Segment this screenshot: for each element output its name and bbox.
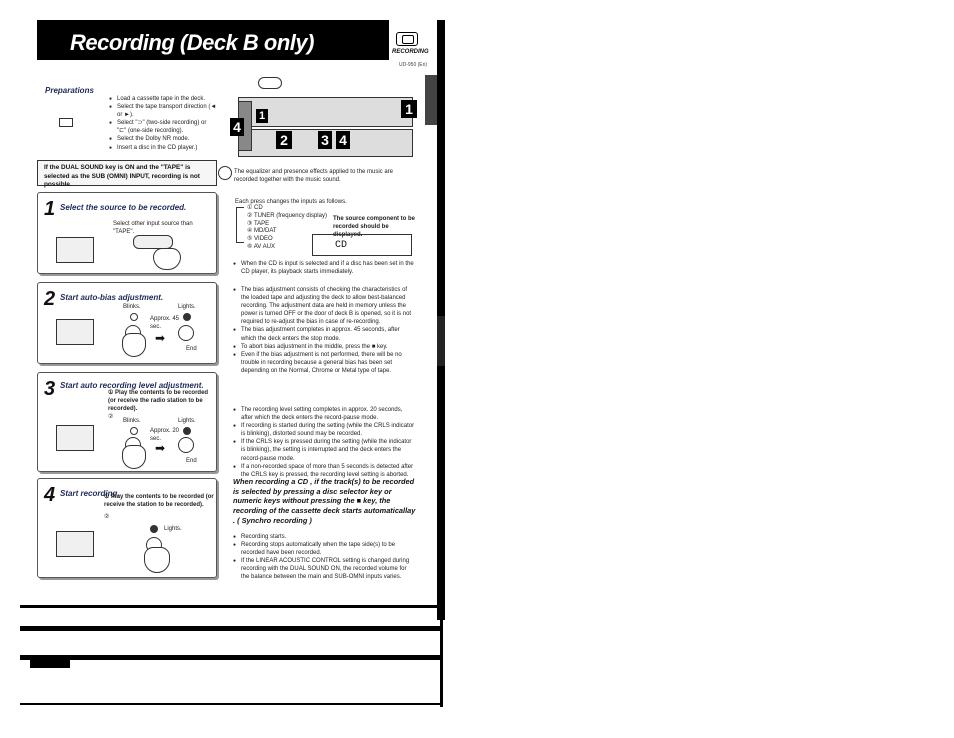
step2-title: Start auto-bias adjustment. — [60, 293, 164, 302]
bias-key-button — [178, 325, 194, 341]
step4-sub1: ① Play the contents to be recorded (or receive the station to be recorded). — [104, 494, 214, 509]
diagram-badge: 3 — [318, 131, 332, 149]
step4-number: 4 — [44, 484, 56, 506]
prep-item: ● Insert a disc in the CD player.) — [109, 144, 217, 152]
crls-key-button — [178, 437, 194, 453]
diagram-badge: 4 — [230, 118, 244, 136]
preparations-section — [37, 80, 217, 155]
step3-sub2: ② — [108, 414, 114, 420]
prep-item: ● Load a cassette tape in the deck. — [109, 95, 217, 103]
diagram-badge: 4 — [336, 131, 350, 149]
diagram-badge: 1 — [401, 100, 417, 118]
step3-title: Start auto recording level adjustment. — [60, 381, 204, 390]
synchro-note: When recording a CD , if the track(s) to be recorded is selected by pressing a disc selector key or numeric keys without pressing the ■ key, the recording of the cassette deck starts automaticallay . ( Synchro recording ) — [233, 477, 416, 525]
cycle-arrow-icon — [236, 207, 244, 243]
warning-box — [37, 160, 217, 189]
scan-rule — [440, 612, 443, 707]
record-note: ● If the LINEAR ACOUSTIC CONTROL setting is changed during recording with the DUAL SOUND ON, the recorded volume for the balance between the main and SUB-OMNI inputs varies. — [233, 557, 415, 581]
scan-rule — [20, 605, 442, 608]
input-item: ③ TAPE — [247, 220, 270, 227]
bias-note: ● Even if the bias adjustment is not performed, there will be no trouble in recording because a general bias has been set depending on the Normal, Chrome or Metal type of tape. — [233, 351, 415, 375]
section-tab — [437, 316, 445, 366]
scan-rule — [20, 626, 442, 631]
step2-number: 2 — [44, 288, 56, 310]
equalizer-note: The equalizer and presence effects applied to the music are recorded together with the music sound. — [234, 169, 393, 184]
approx-label: Approx. 45 sec. — [150, 316, 180, 331]
display-panel — [312, 234, 412, 256]
unit-illustration — [56, 531, 94, 557]
end-label: End — [186, 458, 197, 464]
step3-number: 3 — [44, 378, 56, 400]
unit-illustration — [56, 237, 94, 263]
diagram-badge: 1 — [256, 109, 268, 123]
direction-knob-icon — [258, 77, 282, 89]
end-label: End — [186, 346, 197, 352]
recording-badge-label: RECORDING — [392, 49, 429, 55]
input-item: ④ MD/DAT — [247, 228, 277, 235]
input-item: ① CD — [247, 205, 263, 211]
input-item: ② TUNER (frequency display) — [247, 212, 327, 219]
level-note: ● If the CRLS key is pressed during the setting (while the indicator is blinking), the setting is interrupted and the deck enters the record-pause mode. — [233, 438, 415, 462]
step4-title: Start recording. — [60, 489, 120, 498]
step4-sub2: ② — [104, 514, 110, 520]
unit-illustration — [56, 319, 94, 345]
bias-note: ● The bias adjustment completes in approx. 45 seconds, after which the deck enters the stop mode. — [233, 326, 415, 342]
lit-indicator-icon — [183, 427, 191, 435]
hand-icon — [144, 547, 170, 573]
prep-item: ● Select "⊃" (two-side recording) or "⊏" (one-side recording). — [109, 119, 217, 135]
preparations-title: Preparations — [45, 86, 94, 95]
model-code: UD-950 (En) — [399, 62, 428, 68]
level-note: ● If a non-recorded space of more than 5 seconds is detected after the CRLS key is pressed, the recording level setting is aborted. — [233, 463, 415, 479]
each-press-text: Each press changes the inputs as follows. — [235, 199, 347, 205]
input-item: ⑤ VIDEO — [247, 236, 273, 243]
step1-number: 1 — [44, 198, 56, 220]
level-note: ● If recording is started during the setting (while the CRLS indicator is blinking), distorted sound may be recorded. — [233, 422, 415, 438]
diagram-badge: 2 — [276, 131, 292, 149]
scan-block — [30, 660, 70, 668]
blinks-label: Blinks. — [123, 304, 141, 310]
step4-box — [37, 478, 217, 578]
arrow-right-icon: ➡ — [155, 331, 166, 345]
page-title: Recording (Deck B only) — [70, 30, 314, 55]
cd-note: ● When the CD is input is selected and if a disc has been set in the CD player, its playback starts immediately. — [233, 260, 415, 276]
hand-icon — [122, 333, 146, 357]
warning-text: If the DUAL SOUND key is ON and the "TAPE" is selected as the SUB (OMNI) INPUT, recording is not possible. — [44, 164, 200, 189]
scan-rule — [20, 655, 442, 660]
bias-note: ● The bias adjustment consists of checking the characteristics of the loaded tape and adjusting the deck to allow best-balanced recording. The adjustment data are held in memory unless the power is turned OFF or the door of deck B is opened, so it is not required to re-adjust the bias in case of re-recording. — [233, 286, 415, 326]
hand-icon — [122, 445, 146, 469]
step3-sub1: ① Play the contents to be recorded (or receive the radio station to be recorded). — [108, 390, 209, 413]
page-thumb-image — [425, 75, 437, 125]
blink-indicator-icon — [130, 313, 138, 321]
scan-rule — [20, 703, 442, 705]
step1-instruction: Select other input source than "TAPE". — [113, 221, 193, 236]
note-icon — [218, 166, 232, 180]
record-note: ● Recording stops automatically when the tape side(s) to be recorded have been recorded. — [233, 541, 415, 557]
lights-label: Lights. — [178, 418, 196, 424]
approx-label: Approx. 20 sec. — [150, 428, 180, 443]
lights-label: Lights. — [178, 304, 196, 310]
input-item: ⑥ AV AUX — [247, 243, 275, 250]
cassette-icon — [396, 32, 418, 46]
source-note: The source component to be recorded should be displayed. — [333, 216, 416, 239]
step2-box — [37, 282, 217, 364]
lit-indicator-icon — [150, 525, 158, 533]
step1-title: Select the source to be recorded. — [60, 203, 187, 212]
unit-illustration — [56, 425, 94, 451]
step3-box — [37, 372, 217, 472]
display-text: CD — [335, 240, 348, 251]
blinks-label: Blinks. — [123, 418, 141, 424]
record-note: ● Recording starts. — [233, 533, 415, 541]
bias-note: ● To abort bias adjustment in the middle, press the ■ key. — [233, 343, 415, 351]
arrow-right-icon: ➡ — [155, 441, 166, 455]
step1-box — [37, 192, 217, 274]
prep-item: ● Select the Dolby NR mode. — [109, 135, 217, 143]
tape-mode-icon — [59, 118, 73, 127]
lit-indicator-icon — [183, 313, 191, 321]
prep-item: ● Select the tape transport direction (◄ or ►). — [109, 103, 217, 119]
input-selector-key — [133, 235, 173, 249]
lights-label: Lights. — [164, 526, 182, 532]
blink-indicator-icon — [130, 427, 138, 435]
stereo-diagram — [228, 75, 423, 165]
hand-icon — [153, 248, 181, 270]
level-note: ● The recording level setting completes in approx. 20 seconds, after which the deck enters the record-pause mode. — [233, 406, 415, 422]
